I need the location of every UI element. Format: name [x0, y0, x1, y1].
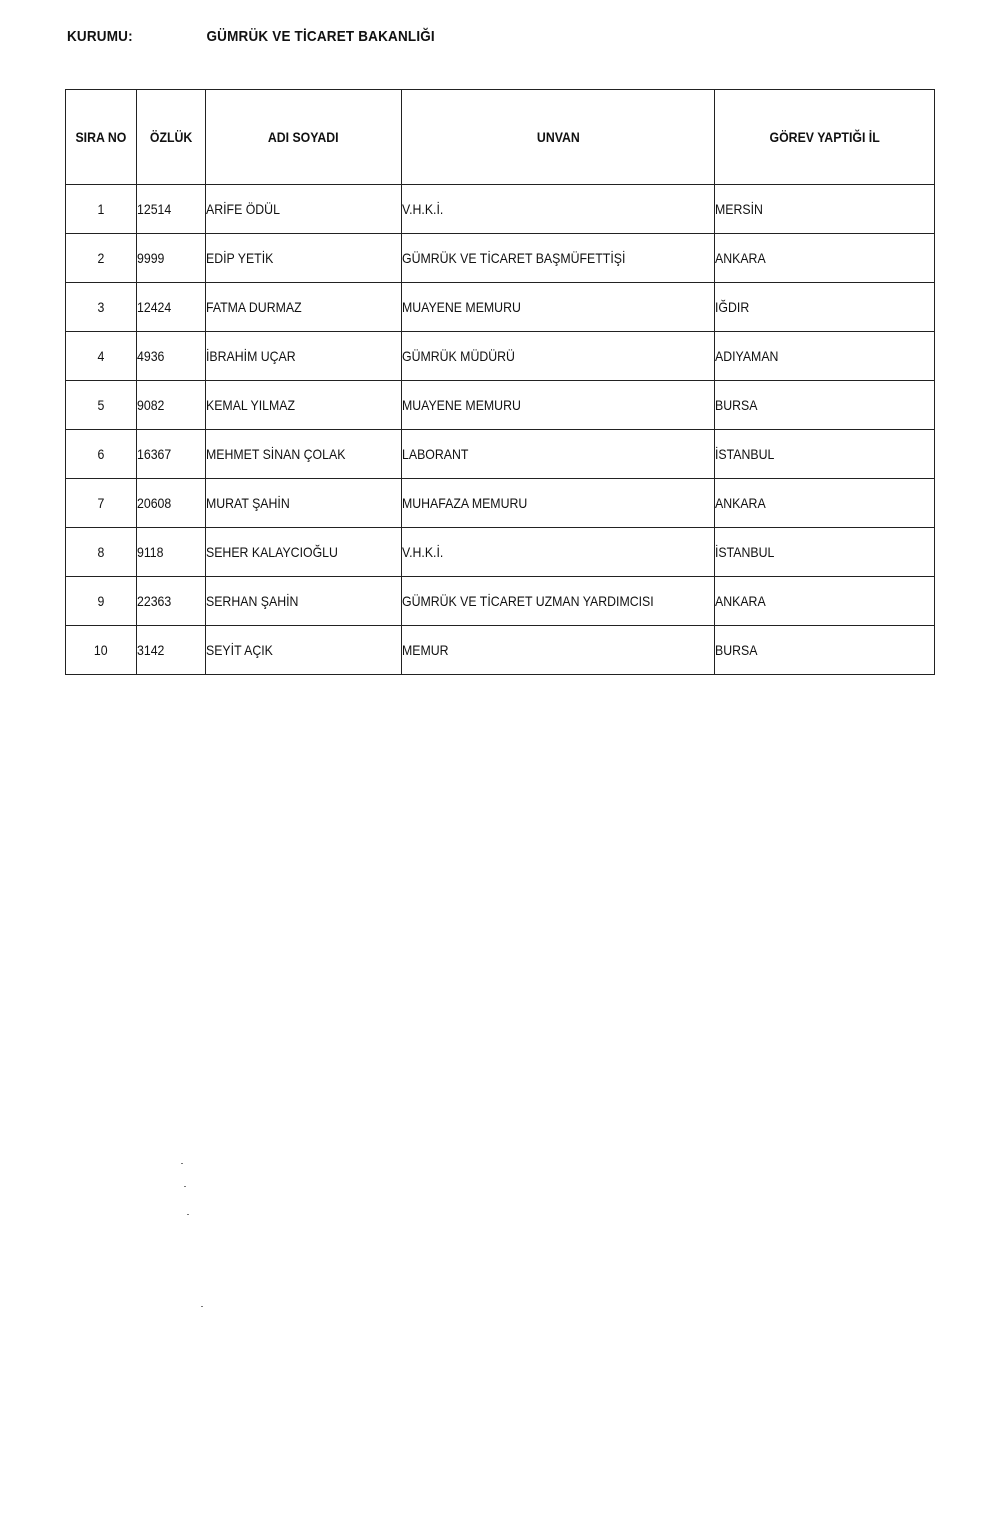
cell-il: MERSİN — [715, 185, 935, 234]
cell-adi-soyadi: FATMA DURMAZ — [206, 283, 402, 332]
cell-il: İSTANBUL — [715, 528, 935, 577]
cell-unvan: GÜMRÜK MÜDÜRÜ — [402, 332, 715, 381]
cell-unvan: LABORANT — [402, 430, 715, 479]
cell-unvan: MUHAFAZA MEMURU — [402, 479, 715, 528]
column-header-ozluk: ÖZLÜK — [137, 90, 206, 185]
column-header-adi-soyadi: ADI SOYADI — [206, 90, 402, 185]
cell-adi-soyadi: İBRAHİM UÇAR — [206, 332, 402, 381]
cell-sira-no: 1 — [66, 185, 137, 234]
cell-ozluk: 20608 — [137, 479, 206, 528]
cell-il: ANKARA — [715, 479, 935, 528]
column-header-gorev-yaptigi-il: GÖREV YAPTIĞI İL — [715, 90, 935, 185]
column-header-sira-no: SIRA NO — [66, 90, 137, 185]
institution-name: GÜMRÜK VE TİCARET BAKANLIĞI — [206, 28, 435, 45]
cell-sira-no: 7 — [66, 479, 137, 528]
cell-ozluk: 12424 — [137, 283, 206, 332]
cell-adi-soyadi: ARİFE ÖDÜL — [206, 185, 402, 234]
cell-il: BURSA — [715, 381, 935, 430]
scan-speck — [184, 1186, 186, 1187]
table-row — [66, 528, 935, 577]
cell-sira-no: 10 — [66, 626, 137, 675]
cell-adi-soyadi: MURAT ŞAHİN — [206, 479, 402, 528]
cell-ozluk: 3142 — [137, 626, 206, 675]
cell-il: IĞDIR — [715, 283, 935, 332]
cell-il: BURSA — [715, 626, 935, 675]
cell-unvan: V.H.K.İ. — [402, 185, 715, 234]
table-row — [66, 577, 935, 626]
cell-ozluk: 12514 — [137, 185, 206, 234]
cell-sira-no: 8 — [66, 528, 137, 577]
cell-sira-no: 9 — [66, 577, 137, 626]
cell-il: ANKARA — [715, 577, 935, 626]
scan-speck — [181, 1163, 183, 1164]
personnel-table — [65, 89, 935, 675]
cell-sira-no: 4 — [66, 332, 137, 381]
table-row — [66, 234, 935, 283]
table-row — [66, 479, 935, 528]
cell-unvan: MUAYENE MEMURU — [402, 381, 715, 430]
cell-sira-no: 6 — [66, 430, 137, 479]
cell-ozluk: 4936 — [137, 332, 206, 381]
institution-label: KURUMU: — [67, 28, 133, 45]
cell-adi-soyadi: MEHMET SİNAN ÇOLAK — [206, 430, 402, 479]
scan-speck — [187, 1214, 189, 1215]
cell-ozluk: 22363 — [137, 577, 206, 626]
cell-il: ADIYAMAN — [715, 332, 935, 381]
cell-unvan: V.H.K.İ. — [402, 528, 715, 577]
cell-adi-soyadi: EDİP YETİK — [206, 234, 402, 283]
table-row — [66, 283, 935, 332]
scan-speck — [201, 1306, 203, 1307]
cell-sira-no: 3 — [66, 283, 137, 332]
cell-adi-soyadi: SERHAN ŞAHİN — [206, 577, 402, 626]
cell-adi-soyadi: SEHER KALAYCIOĞLU — [206, 528, 402, 577]
table-row — [66, 185, 935, 234]
table-row — [66, 381, 935, 430]
cell-unvan: GÜMRÜK VE TİCARET UZMAN YARDIMCISI — [402, 577, 715, 626]
cell-ozluk: 9118 — [137, 528, 206, 577]
table-row — [66, 626, 935, 675]
cell-unvan: MUAYENE MEMURU — [402, 283, 715, 332]
table-row — [66, 332, 935, 381]
cell-sira-no: 2 — [66, 234, 137, 283]
column-header-unvan: UNVAN — [402, 90, 715, 185]
cell-ozluk: 16367 — [137, 430, 206, 479]
cell-ozluk: 9082 — [137, 381, 206, 430]
cell-unvan: MEMUR — [402, 626, 715, 675]
cell-il: İSTANBUL — [715, 430, 935, 479]
table-header-row — [66, 90, 935, 185]
cell-unvan: GÜMRÜK VE TİCARET BAŞMÜFETTİŞİ — [402, 234, 715, 283]
cell-ozluk: 9999 — [137, 234, 206, 283]
cell-sira-no: 5 — [66, 381, 137, 430]
table-row — [66, 430, 935, 479]
cell-adi-soyadi: KEMAL YILMAZ — [206, 381, 402, 430]
cell-il: ANKARA — [715, 234, 935, 283]
cell-adi-soyadi: SEYİT AÇIK — [206, 626, 402, 675]
